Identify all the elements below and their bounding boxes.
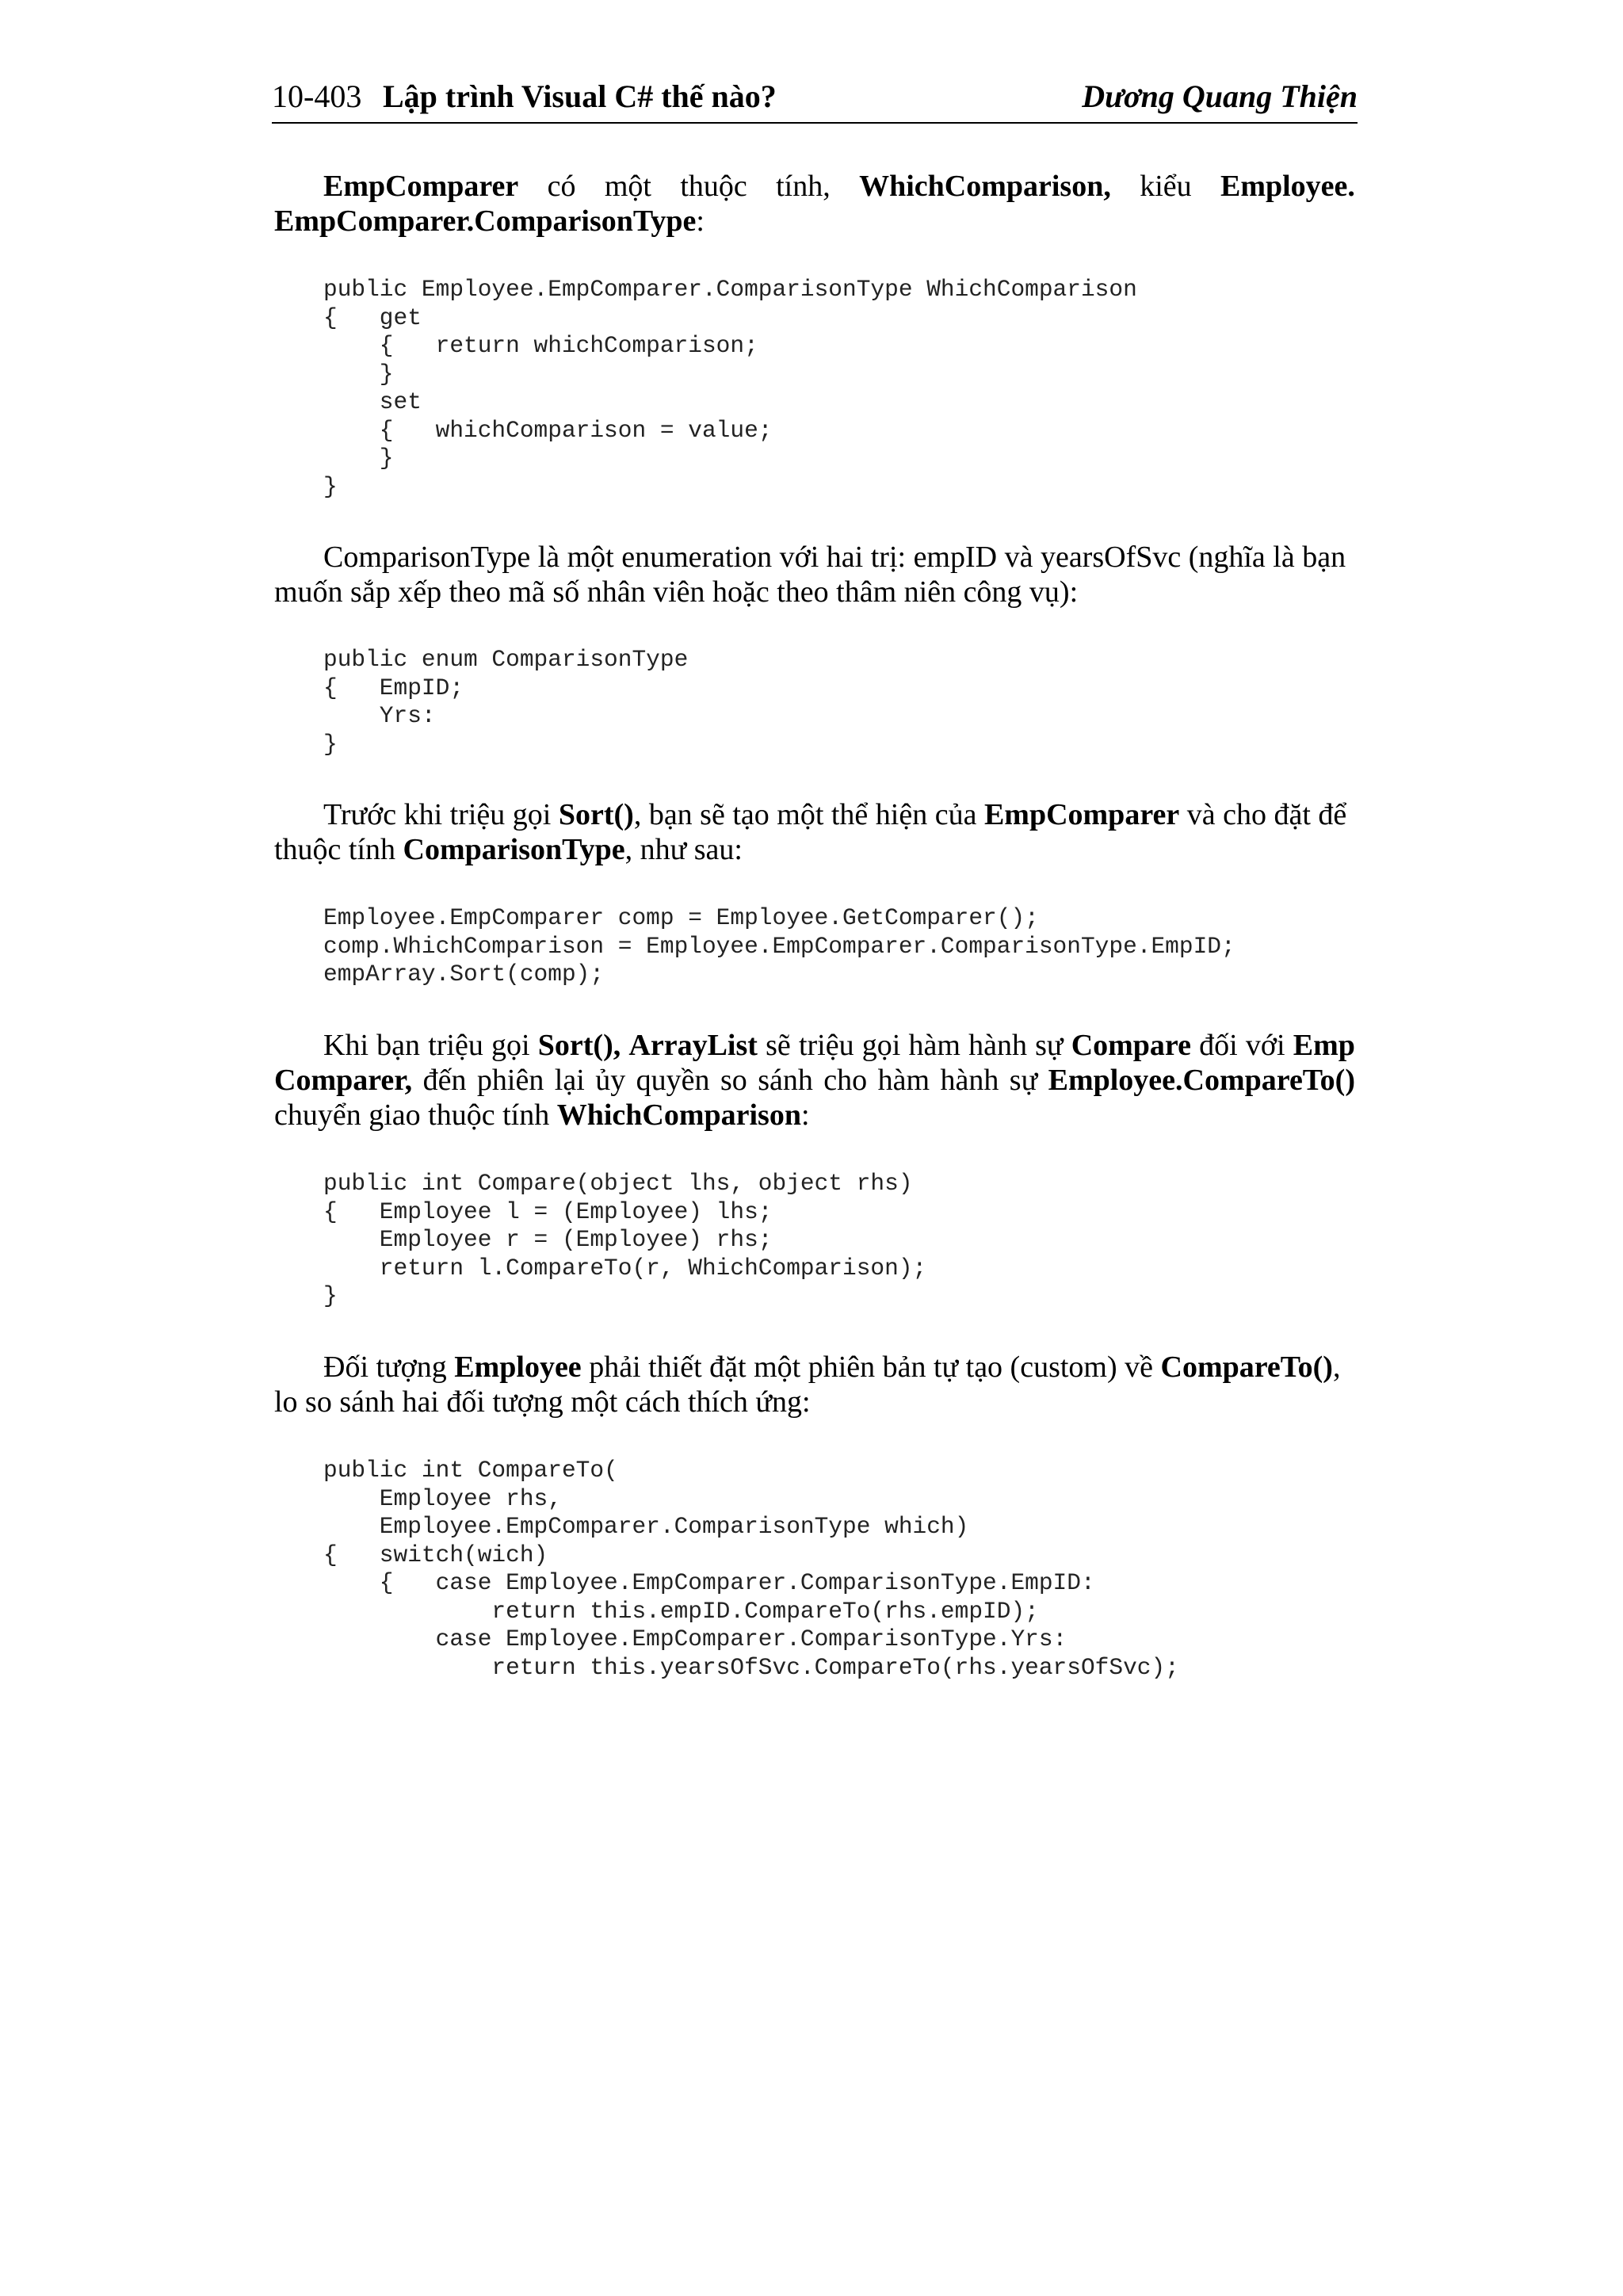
word: đối bbox=[1199, 1029, 1238, 1062]
word: gọi bbox=[491, 1029, 530, 1062]
text: , như sau: bbox=[624, 833, 743, 866]
paragraph-sort-compare bbox=[274, 1028, 1355, 1133]
word: sự bbox=[1035, 1029, 1064, 1062]
bold-term: EmpComparer bbox=[983, 798, 1180, 831]
code-block-compareto-method: public int CompareTo( Employee rhs, Employee.EmpComparer.ComparisonType which) { switch(wich) { case Employee.EmpComparer.ComparisonType.EmpID: return this.empID.CompareTo(rhs.empID); case Employee.EmpComparer.ComparisonType.Yrs: return this.yearsOfSvc.CompareTo(rhs.yearsOfSvc); bbox=[323, 1457, 1179, 1681]
text: phải thiết đặt một phiên bản tự tạo (custom) về bbox=[581, 1350, 1161, 1384]
word: hàm bbox=[908, 1029, 960, 1062]
text: Trước khi triệu gọi bbox=[323, 798, 559, 831]
word: đến bbox=[422, 1064, 467, 1097]
paragraph-comparisontype-enum bbox=[274, 540, 1355, 609]
paragraph-line: ComparisonType là một enumeration với hai trị: empID và yearsOfSvc (nghĩa là bạn bbox=[323, 541, 1346, 574]
text: và cho đặt để bbox=[1179, 798, 1347, 831]
word: một bbox=[604, 170, 651, 203]
word: so bbox=[720, 1064, 747, 1097]
word: ủy bbox=[595, 1064, 626, 1097]
code-block-sort-call: Employee.EmpComparer comp = Employee.GetComparer(); comp.WhichComparison = Employee.EmpComparer.ComparisonType.EmpID; empArray.Sort(comp); bbox=[323, 904, 1235, 988]
code-block-enum: public enum ComparisonType { EmpID; Yrs: } bbox=[323, 646, 689, 758]
text: : bbox=[800, 1098, 810, 1132]
author-name: Dương Quang Thiện bbox=[1082, 78, 1358, 114]
word: thuộc bbox=[680, 170, 747, 203]
paragraph-before-sort bbox=[274, 797, 1355, 867]
word: kiểu bbox=[1140, 170, 1192, 203]
paragraph-line bbox=[274, 169, 1355, 204]
word: quyền bbox=[636, 1064, 710, 1097]
paragraph-compareto-custom bbox=[274, 1350, 1355, 1419]
word: tính, bbox=[776, 170, 831, 203]
paragraph-line bbox=[274, 204, 1355, 239]
paragraph-line bbox=[274, 1350, 1355, 1385]
text: , bbox=[1332, 1350, 1341, 1384]
paragraph-line bbox=[274, 832, 1355, 867]
paragraph-line: muốn sắp xếp theo mã số nhân viên hoặc theo thâm niên công vụ): bbox=[274, 575, 1079, 609]
paragraph-line bbox=[274, 797, 1355, 832]
text: , bạn sẽ tạo một thể hiện của bbox=[633, 798, 984, 831]
page-number: 10-403 bbox=[272, 78, 362, 114]
text: : bbox=[696, 204, 705, 238]
bold-term: Comparer, bbox=[274, 1064, 413, 1097]
bold-term: Sort(), bbox=[537, 1029, 621, 1062]
word: hành bbox=[968, 1029, 1027, 1062]
paragraph-empcomparer-property bbox=[274, 169, 1355, 239]
bold-term: EmpComparer.ComparisonType bbox=[274, 204, 697, 238]
word: với bbox=[1245, 1029, 1285, 1062]
bold-term: WhichComparison bbox=[556, 1098, 801, 1132]
paragraph-line bbox=[274, 1063, 1355, 1098]
paragraph-line: lo so sánh hai đối tượng một cách thích ứng: bbox=[274, 1385, 811, 1419]
bold-term: ComparisonType bbox=[403, 833, 625, 866]
paragraph-line bbox=[274, 1098, 1355, 1133]
book-title: Lập trình Visual C# thế nào? bbox=[383, 78, 777, 114]
code-block-whichcomparison-property: public Employee.EmpComparer.ComparisonType WhichComparison { get { return whichComparison; } set { whichComparison = value; } } bbox=[323, 276, 1137, 500]
word: bạn bbox=[376, 1029, 421, 1062]
page-header bbox=[272, 78, 1358, 124]
bold-term: WhichComparison, bbox=[859, 170, 1111, 203]
text: Đối tượng bbox=[323, 1350, 455, 1384]
word: cho bbox=[823, 1064, 868, 1097]
code-block-compare-method: public int Compare(object lhs, object rhs) { Employee l = (Employee) lhs; Employee r = (Employee) rhs; return l.CompareTo(r, WhichComparison); } bbox=[323, 1170, 927, 1309]
word: phiên bbox=[476, 1064, 544, 1097]
bold-term: Employee.CompareTo() bbox=[1048, 1064, 1355, 1097]
bold-term: Employee bbox=[454, 1350, 582, 1384]
word: lại bbox=[554, 1064, 585, 1097]
word: Khi bbox=[323, 1029, 369, 1062]
bold-term: Sort() bbox=[558, 798, 634, 831]
bold-term: ArrayList bbox=[628, 1029, 758, 1062]
word: triệu bbox=[428, 1029, 483, 1062]
bold-term: Emp bbox=[1293, 1029, 1355, 1062]
word: sự bbox=[1009, 1064, 1038, 1097]
text: thuộc tính bbox=[274, 833, 403, 866]
bold-term: Compare bbox=[1071, 1029, 1191, 1062]
word: sẽ bbox=[766, 1029, 791, 1062]
word: triệu bbox=[798, 1029, 854, 1062]
word: gọi bbox=[861, 1029, 901, 1062]
word: hành bbox=[940, 1064, 999, 1097]
bold-term: EmpComparer bbox=[323, 170, 519, 203]
bold-term: Employee. bbox=[1220, 170, 1355, 203]
paragraph-line bbox=[274, 1028, 1355, 1063]
word: sánh bbox=[758, 1064, 813, 1097]
word: hàm bbox=[877, 1064, 930, 1097]
bold-term: CompareTo() bbox=[1160, 1350, 1333, 1384]
text: chuyển giao thuộc tính bbox=[274, 1098, 557, 1132]
word: có bbox=[547, 170, 576, 203]
